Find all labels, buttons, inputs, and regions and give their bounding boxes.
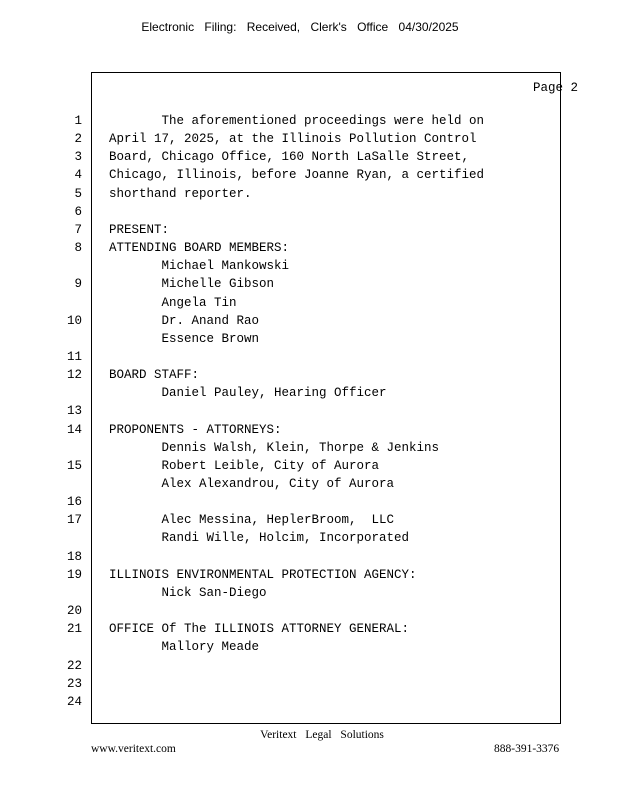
line-number: 16 bbox=[66, 495, 82, 509]
line-number: 14 bbox=[66, 423, 82, 437]
line-number: 18 bbox=[66, 550, 82, 564]
transcript-line: Mallory Meade bbox=[109, 640, 260, 654]
line-number: 2 bbox=[74, 132, 82, 146]
line-number: 12 bbox=[66, 368, 82, 382]
transcript-line: PROPONENTS - ATTORNEYS: bbox=[109, 423, 282, 437]
transcript-line: April 17, 2025, at the Illinois Pollution Control bbox=[109, 132, 477, 146]
transcript-line: Chicago, Illinois, before Joanne Ryan, a certified bbox=[109, 168, 485, 182]
transcript-line: Alex Alexandrou, City of Aurora bbox=[109, 477, 395, 491]
line-number: 5 bbox=[74, 187, 82, 201]
line-number: 11 bbox=[66, 350, 82, 364]
line-number: 1 bbox=[74, 114, 82, 128]
transcript-line: shorthand reporter. bbox=[109, 187, 252, 201]
line-number: 13 bbox=[66, 404, 82, 418]
footer-website: www.veritext.com bbox=[91, 743, 176, 755]
transcript-line: Daniel Pauley, Hearing Officer bbox=[109, 386, 387, 400]
transcript-line: The aforementioned proceedings were held on bbox=[109, 114, 485, 128]
line-number: 15 bbox=[66, 459, 82, 473]
line-number: 17 bbox=[66, 513, 82, 527]
transcript-line: OFFICE Of The ILLINOIS ATTORNEY GENERAL: bbox=[109, 622, 410, 636]
line-number: 21 bbox=[66, 622, 82, 636]
filing-stamp: Electronic Filing: Received, Clerk's Office 04/30/2025 bbox=[141, 20, 459, 34]
transcript-line: Randi Wille, Holcim, Incorporated bbox=[109, 531, 410, 545]
transcript-line: Michael Mankowski bbox=[109, 259, 290, 273]
transcript-line: Robert Leible, City of Aurora bbox=[109, 459, 380, 473]
transcript-line: Dennis Walsh, Klein, Thorpe & Jenkins bbox=[109, 441, 440, 455]
line-number: 20 bbox=[66, 604, 82, 618]
line-number: 6 bbox=[74, 205, 82, 219]
line-number: 19 bbox=[66, 568, 82, 582]
line-number: 3 bbox=[74, 150, 82, 164]
page-number: Page 2 bbox=[532, 81, 578, 95]
line-number: 23 bbox=[66, 677, 82, 691]
transcript-line: Michelle Gibson bbox=[109, 277, 275, 291]
footer-company-name: Veritext Legal Solutions bbox=[260, 729, 384, 741]
transcript-line: Angela Tin bbox=[109, 296, 237, 310]
transcript-line: Nick San-Diego bbox=[109, 586, 267, 600]
footer-phone: 888-391-3376 bbox=[494, 743, 560, 755]
transcript-line: Dr. Anand Rao bbox=[109, 314, 260, 328]
transcript-line: Board, Chicago Office, 160 North LaSalle Street, bbox=[109, 150, 470, 164]
line-number: 9 bbox=[74, 277, 82, 291]
transcript-line: Essence Brown bbox=[109, 332, 260, 346]
line-number: 7 bbox=[74, 223, 82, 237]
transcript-line: PRESENT: bbox=[109, 223, 170, 237]
line-number: 8 bbox=[74, 241, 82, 255]
transcript-line: ATTENDING BOARD MEMBERS: bbox=[109, 241, 290, 255]
transcript-line: BOARD STAFF: bbox=[109, 368, 200, 382]
line-number: 10 bbox=[66, 314, 82, 328]
line-number: 22 bbox=[66, 659, 82, 673]
transcript-line: Alec Messina, HeplerBroom, LLC bbox=[109, 513, 395, 527]
line-number: 24 bbox=[66, 695, 82, 709]
line-number: 4 bbox=[74, 168, 82, 182]
transcript-line: ILLINOIS ENVIRONMENTAL PROTECTION AGENCY: bbox=[109, 568, 417, 582]
